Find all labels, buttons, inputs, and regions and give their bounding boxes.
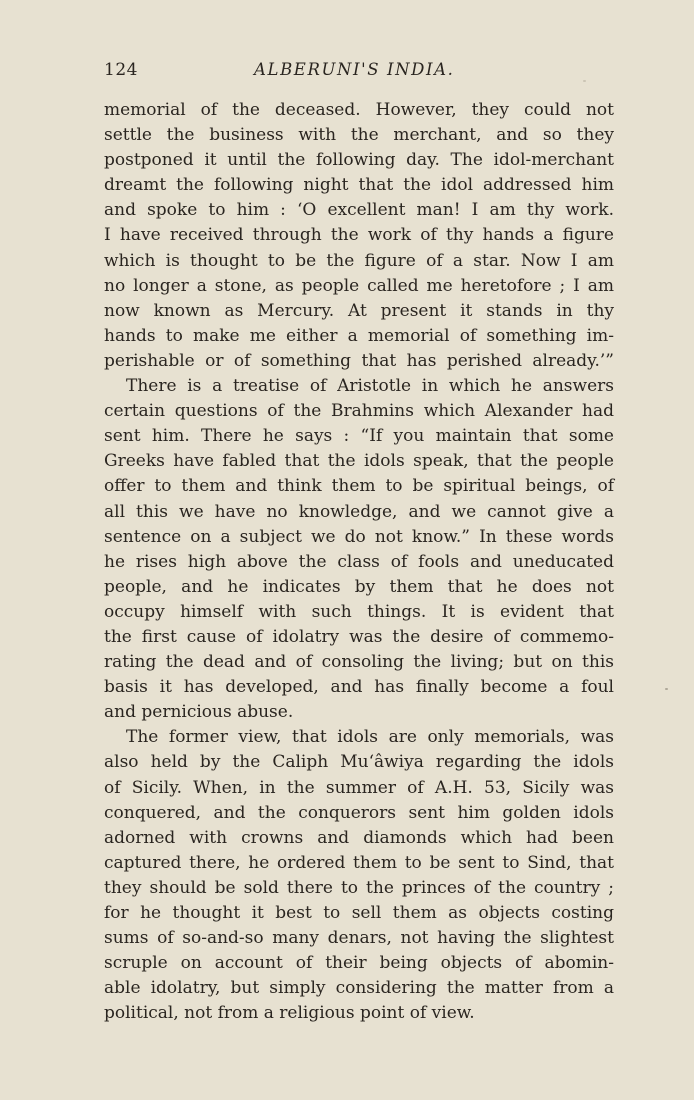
text-line: Greeks have fabled that the idols speak, that the people — [104, 451, 614, 472]
text-line: settle the business with the merchant, and so they — [104, 125, 614, 146]
text-line: they should be sold there to the princes of the country ; — [104, 877, 614, 898]
text-line: basis it has developed, and has finally become a foul — [104, 677, 614, 698]
text-line: occupy himself with such things. It is evident that — [104, 601, 614, 622]
text-line: offer to them and think them to be spiritual beings, of — [104, 476, 614, 497]
page-header — [104, 60, 610, 84]
paragraph-start-line: There is a treatise of Aristotle in which he answers — [126, 376, 614, 397]
text-line: no longer a stone, as people called me heretofore ; I am — [104, 275, 614, 296]
text-line: which is thought to be the figure of a star. Now I am — [104, 250, 614, 271]
paragraph-end-line: political, not from a religious point of view. — [104, 1003, 475, 1024]
text-line: people, and he indicates by them that he does not — [104, 576, 614, 597]
text-line: hands to make me either a memorial of something im- — [104, 325, 614, 346]
text-line: sent him. There he says : “If you maintain that some — [104, 426, 614, 447]
text-line: all this we have no knowledge, and we cannot give a — [104, 501, 614, 522]
text-line: for he thought it best to sell them as objects costing — [104, 903, 614, 923]
text-line: postponed it until the following day. The idol-merchant — [104, 150, 614, 171]
text-line: able idolatry, but simply considering the matter from a — [104, 978, 614, 999]
text-line: I have received through the work of thy hands a figure — [104, 225, 614, 246]
text-line: memorial of the deceased. However, they could not — [104, 100, 614, 120]
text-line: sums of so-and-so many denars, not having the slightest — [104, 928, 614, 949]
paragraph-start-line: The former view, that idols are only memorials, was — [126, 727, 614, 748]
paragraph-end-line: and pernicious abuse. — [104, 702, 294, 723]
text-line: now known as Mercury. At present it stands in thy — [104, 300, 614, 321]
text-line: of Sicily. When, in the summer of A.H. 53, Sicily was — [104, 777, 614, 798]
text-line: rating the dead and of consoling the living; but on this — [104, 652, 614, 673]
text-line: sentence on a subject we do not know.” In these words — [104, 526, 614, 547]
paper-speck — [665, 688, 668, 690]
text-line: scruple on account of their being objects of abomin- — [104, 953, 614, 974]
text-line: perishable or of something that has perished already.’” — [104, 350, 614, 371]
text-line: conquered, and the conquerors sent him golden idols — [104, 802, 614, 823]
page-number: 124 — [104, 60, 138, 80]
text-line: he rises high above the class of fools and uneducated — [104, 551, 614, 572]
text-line: and spoke to him : ‘O excellent man! I am thy work. — [104, 200, 614, 221]
body-text — [104, 98, 614, 1026]
text-line: also held by the Caliph Mu‘âwiya regarding the idols — [104, 752, 614, 773]
paper-speck — [583, 80, 586, 82]
running-head: ALBERUNI'S INDIA. — [254, 60, 455, 79]
text-line: dreamt the following night that the idol addressed him — [104, 175, 614, 196]
text-line: the first cause of idolatry was the desire of commemo- — [104, 626, 614, 647]
text-line: captured there, he ordered them to be sent to Sind, that — [104, 852, 614, 873]
text-line: adorned with crowns and diamonds which had been — [104, 827, 614, 848]
text-line: certain questions of the Brahmins which Alexander had — [104, 401, 614, 422]
